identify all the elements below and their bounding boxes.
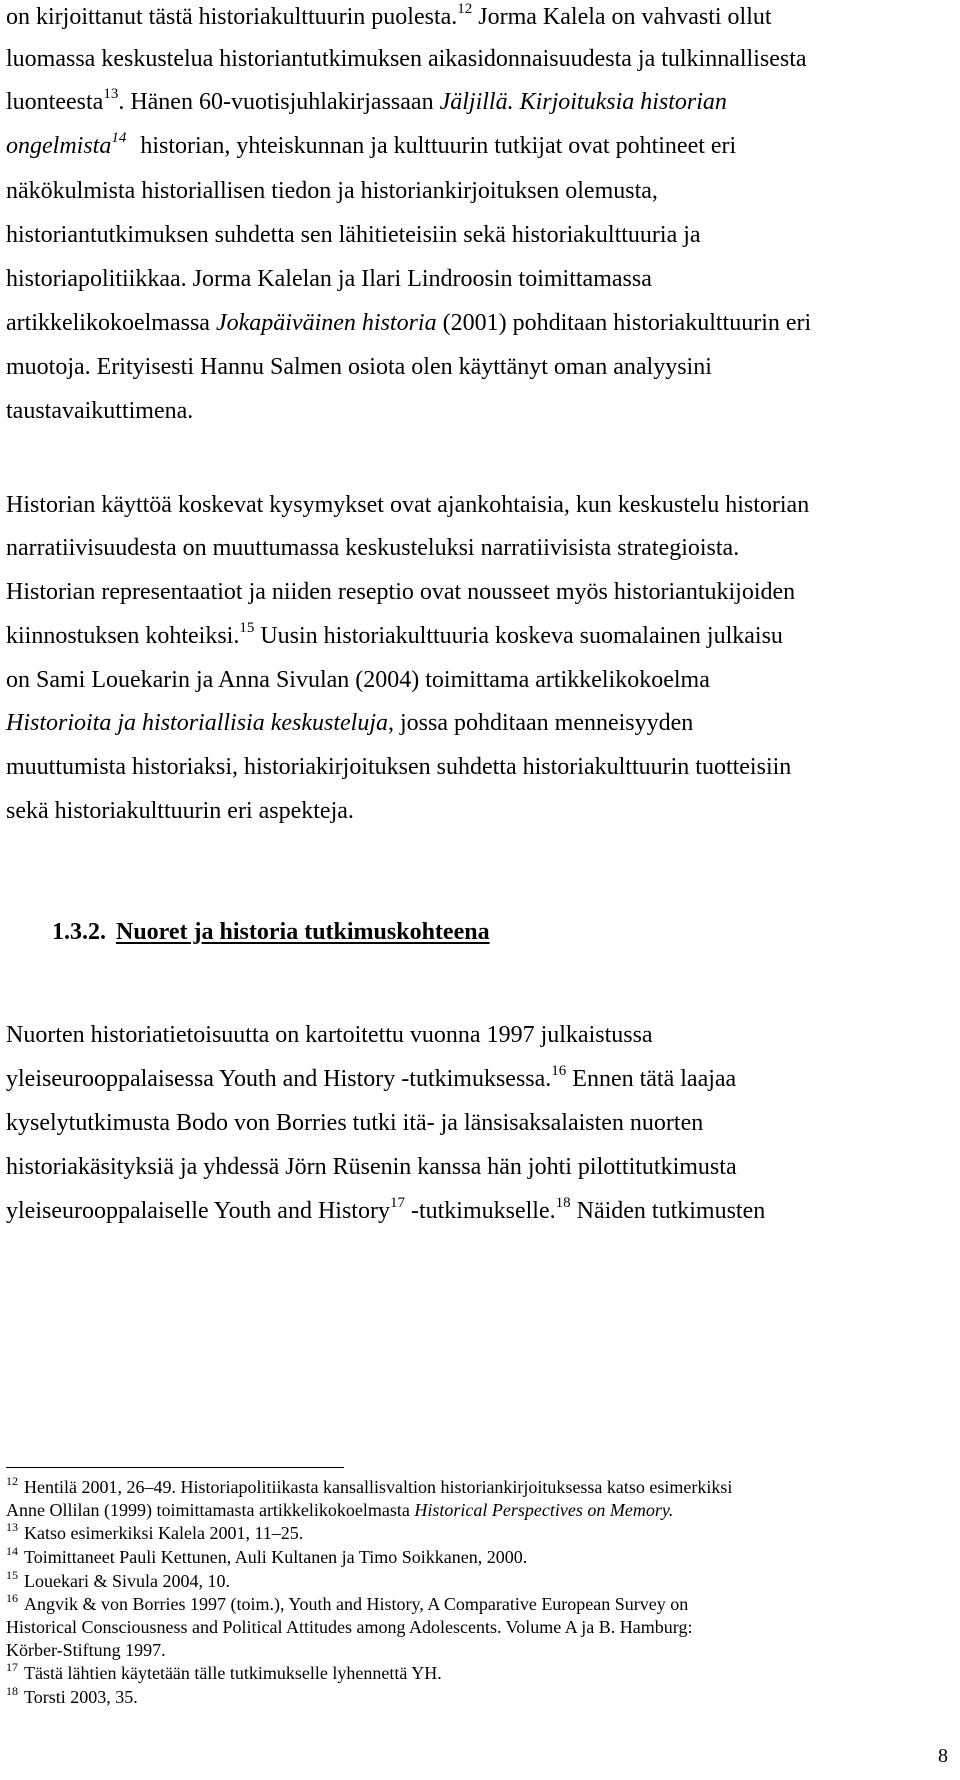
footnote-ref-12[interactable]: 12	[457, 1, 473, 17]
text: Uusin historiakulttuuria koskeva suomalainen julkaisu	[254, 623, 783, 649]
paragraph-2-line-1: Historian käyttöä koskevat kysymykset ovat ajankohtaisia, kun keskustelu historian	[6, 492, 810, 518]
paragraph-1-line-5: näkökulmista historiallisen tiedon ja historiankirjoituksen olemusta,	[6, 178, 658, 204]
footnote-text: Tästä lähtien käytetään tälle tutkimukselle lyhennettä YH.	[24, 1663, 442, 1683]
footnote-13	[6, 1522, 303, 1544]
paragraph-1-line-6: historiantutkimuksen suhdetta sen lähitieteisiin sekä historiakulttuuria ja	[6, 222, 701, 248]
text: Ennen tätä laajaa	[566, 1066, 737, 1092]
text: luonteesta	[6, 89, 104, 115]
footnote-text: Louekari & Sivula 2004, 10.	[24, 1571, 230, 1591]
text: artikkelikokoelmassa	[6, 310, 216, 336]
footnote-ref-17[interactable]: 17	[389, 1195, 405, 1211]
text: on kirjoittanut tästä historiakulttuurin puolesta.	[6, 4, 458, 30]
text: Näiden tutkimusten	[570, 1198, 766, 1224]
footnote-14	[6, 1546, 527, 1568]
footnote-text: Anne Ollilan (1999) toimittamasta artikkelikokoelmasta	[6, 1500, 415, 1520]
text: historian, yhteiskunnan ja kulttuurin tutkijat ovat pohtineet eri	[140, 133, 737, 159]
paragraph-1-line-1	[6, 2, 772, 32]
footnote-ref-18[interactable]: 18	[555, 1195, 571, 1211]
text: Jorma Kalela on vahvasti ollut	[472, 4, 772, 30]
text: -tutkimukselle.	[404, 1198, 556, 1224]
paragraph-1-line-2: luomassa keskustelua historiantutkimuksen aikasidonnaisuudesta ja tulkinnallisesta	[6, 46, 807, 72]
book-title: ongelmista	[6, 133, 112, 159]
paragraph-3-line-3: kyselytutkimusta Bodo von Borries tutki itä- ja länsisaksalaisten nuorten	[6, 1110, 704, 1136]
paragraph-3-line-2	[6, 1064, 736, 1094]
footnote-text: Torsti 2003, 35.	[24, 1687, 138, 1707]
book-title: Historical Perspectives on Memory.	[414, 1500, 674, 1520]
footnote-ref-13[interactable]: 13	[103, 86, 119, 102]
paragraph-2-line-5: on Sami Louekarin ja Anna Sivulan (2004) toimittama artikkelikokoelma	[6, 667, 710, 693]
footnote-text: Hentilä 2001, 26–49. Historiapolitiikasta kansallisvaltion historiankirjoituksessa katso esimerkiksi	[24, 1477, 733, 1497]
footnote-16-cont-1: Historical Consciousness and Political Attitudes among Adolescents. Volume A ja B. Hamburg:	[6, 1617, 693, 1637]
paragraph-3-line-4: historiakäsityksiä ja yhdessä Jörn Rüsenin kanssa hän johti pilottitutkimusta	[6, 1154, 737, 1180]
paragraph-1-line-8	[6, 308, 811, 338]
paragraph-2-line-6	[6, 708, 693, 738]
section-number: 1.3.2.	[52, 919, 106, 945]
book-title: Historioita ja historiallisia keskusteluja,	[6, 710, 395, 736]
text: . Hänen 60-vuotisjuhlakirjassaan	[118, 89, 440, 115]
text: (2001) pohditaan historiakulttuurin eri	[436, 310, 812, 336]
section-heading	[52, 917, 490, 947]
footnote-number: 15	[6, 1568, 18, 1582]
footnote-ref-15[interactable]: 15	[239, 620, 255, 636]
paragraph-1-line-10: taustavaikuttimena.	[6, 398, 194, 424]
footnote-separator	[6, 1467, 344, 1468]
footnote-16	[6, 1593, 688, 1615]
footnote-number: 12	[6, 1474, 18, 1488]
text: yleiseurooppalaisessa Youth and History -tutkimuksessa.	[6, 1066, 552, 1092]
footnote-ref-14[interactable]: 14	[111, 130, 127, 146]
footnote-ref-16[interactable]: 16	[551, 1063, 567, 1079]
paragraph-1-line-7: historiapolitiikkaa. Jorma Kalelan ja Ilari Lindroosin toimittamassa	[6, 266, 652, 292]
footnote-number: 18	[6, 1684, 18, 1698]
footnote-12	[6, 1476, 732, 1498]
footnote-number: 13	[6, 1520, 18, 1534]
footnote-15	[6, 1570, 230, 1592]
page-number: 8	[938, 1745, 948, 1767]
footnote-number: 17	[6, 1660, 18, 1674]
text: yleiseurooppalaiselle Youth and History	[6, 1198, 390, 1224]
paragraph-1-line-3	[6, 87, 727, 117]
footnote-12-cont	[6, 1499, 673, 1521]
paragraph-2-line-3: Historian representaatiot ja niiden reseptio ovat nousseet myös historiantukijoiden	[6, 579, 796, 605]
book-title: Jokapäiväinen historia	[215, 310, 437, 336]
footnote-text: Toimittaneet Pauli Kettunen, Auli Kultanen ja Timo Soikkanen, 2000.	[24, 1547, 528, 1567]
paragraph-2-line-4	[6, 621, 783, 651]
text: kiinnostuksen kohteiksi.	[6, 623, 240, 649]
paragraph-3-line-1: Nuorten historiatietoisuutta on kartoitettu vuonna 1997 julkaistussa	[6, 1022, 653, 1048]
book-title: Jäljillä. Kirjoituksia historian	[439, 89, 727, 115]
footnote-17	[6, 1662, 442, 1684]
footnote-text: Katso esimerkiksi Kalela 2001, 11–25.	[24, 1523, 304, 1543]
footnote-number: 16	[6, 1591, 18, 1605]
paragraph-2-line-2: narratiivisuudesta on muuttumassa keskusteluksi narratiivisista strategioista.	[6, 535, 740, 561]
text: jossa pohditaan menneisyyden	[394, 710, 694, 736]
paragraph-2-line-8: sekä historiakulttuurin eri aspekteja.	[6, 798, 354, 824]
paragraph-2-line-7: muuttumista historiaksi, historiakirjoituksen suhdetta historiakulttuurin tuotteisiin	[6, 754, 792, 780]
footnote-16-cont-2: Körber-Stiftung 1997.	[6, 1640, 166, 1660]
paragraph-1-line-9: muotoja. Erityisesti Hannu Salmen osiota olen käyttänyt oman analyysini	[6, 354, 712, 380]
paragraph-1-line-4	[6, 131, 736, 161]
footnote-number: 14	[6, 1544, 18, 1558]
footnote-text: Angvik & von Borries 1997 (toim.), Youth and History, A Comparative European Survey on	[24, 1594, 689, 1614]
paragraph-3-line-5	[6, 1196, 765, 1226]
section-title: Nuoret ja historia tutkimuskohteena	[116, 919, 490, 945]
footnote-18	[6, 1686, 138, 1708]
